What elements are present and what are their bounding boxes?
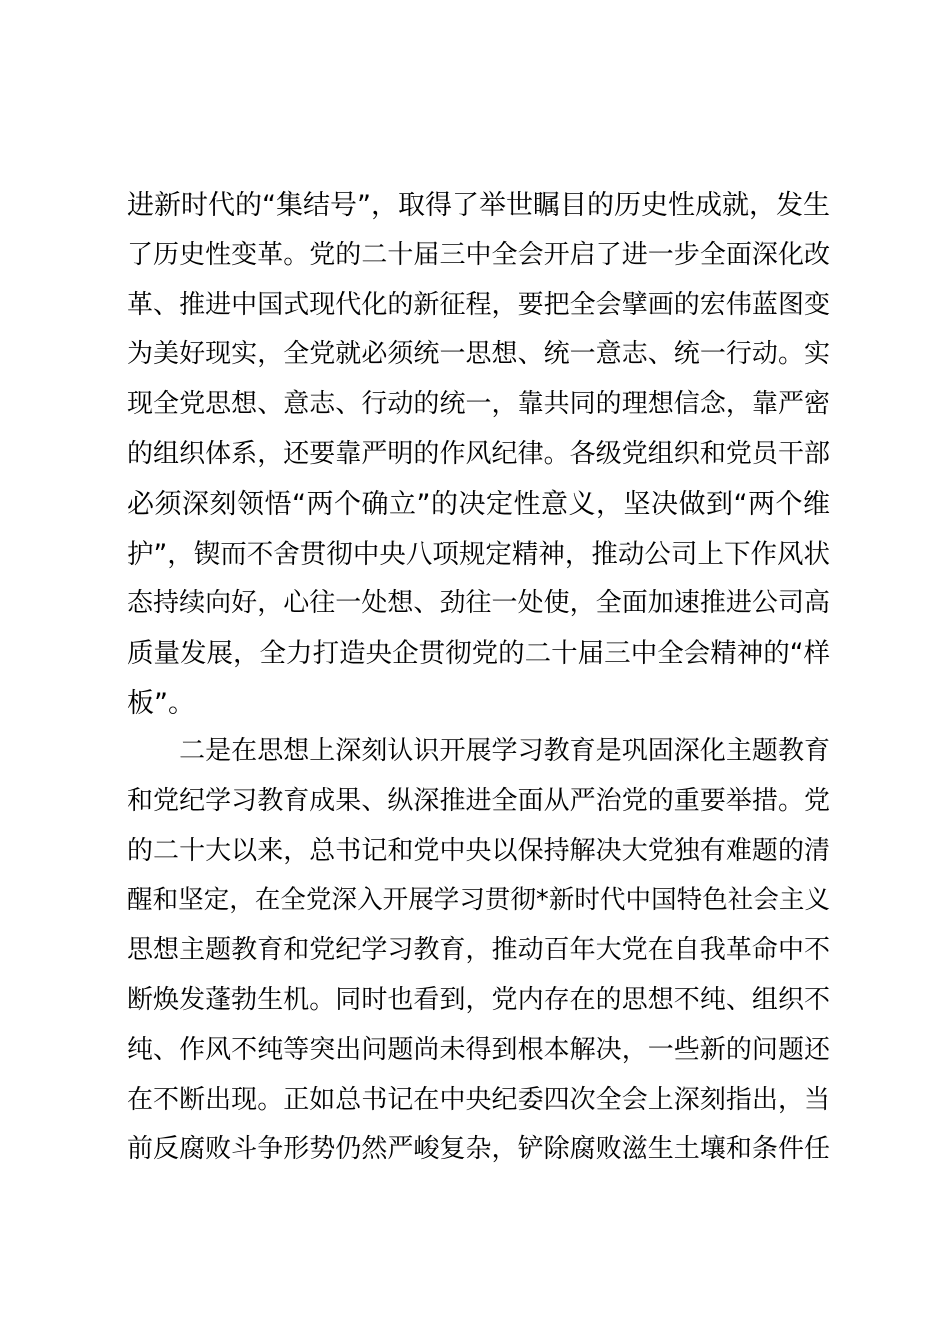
paragraph-1-line: 现全党思想、意志、行动的统一，靠共同的理想信念，靠严密: [127, 389, 830, 420]
paragraph-2-line: 的二十大以来，总书记和党中央以保持解决大党独有难题的清: [127, 835, 830, 866]
paragraph-2-line: 在不断出现。正如总书记在中央纪委四次全会上深刻指出，当: [127, 1084, 830, 1115]
paragraph-1-line: 革、推进中国式现代化的新征程，要把全会擘画的宏伟蓝图变: [127, 289, 830, 320]
paragraph-1-line: 进新时代的“集结号”，取得了举世瞩目的历史性成就，发生: [127, 190, 830, 221]
paragraph-2-line: 和党纪学习教育成果、纵深推进全面从严治党的重要举措。党: [127, 785, 830, 816]
paragraph-1-line: 态持续向好，心往一处想、劲往一处使，全面加速推进公司高: [127, 588, 830, 619]
paragraph-1: [127, 181, 830, 729]
paragraph-2-line: 断焕发蓬勃生机。同时也看到，党内存在的思想不纯、组织不: [127, 984, 830, 1015]
paragraph-1-line: 了历史性变革。党的二十届三中全会开启了进一步全面深化改: [127, 239, 830, 270]
paragraph-2-line: 醒和坚定，在全党深入开展学习贯彻*新时代中国特色社会主义: [127, 885, 830, 916]
paragraph-2-line: 二是在思想上深刻认识开展学习教育是巩固深化主题教育: [127, 736, 830, 766]
paragraph-1-line: 护”，锲而不舍贯彻中央八项规定精神，推动公司上下作风状: [127, 538, 830, 570]
paragraph-1-line: 的组织体系，还要靠严明的作风纪律。各级党组织和党员干部: [127, 438, 830, 469]
paragraph-1-line: 板”。: [127, 687, 195, 719]
paragraph-1-line: 必须深刻领悟“两个确立”的决定性意义，坚决做到“两个维: [127, 488, 830, 520]
paragraph-1-line: 质量发展，全力打造央企贯彻党的二十届三中全会精神的“样: [127, 638, 830, 670]
paragraph-1-line: 为美好现实，全党就必须统一思想、统一意志、统一行动。实: [127, 339, 830, 370]
paragraph-2: [127, 727, 830, 1175]
paragraph-2-line: 思想主题教育和党纪学习教育，推动百年大党在自我革命中不: [127, 935, 830, 966]
paragraph-2-line: 纯、作风不纯等突出问题尚未得到根本解决，一些新的问题还: [127, 1034, 830, 1065]
paragraph-2-line: 前反腐败斗争形势仍然严峻复杂，铲除腐败滋生土壤和条件任: [127, 1134, 830, 1165]
